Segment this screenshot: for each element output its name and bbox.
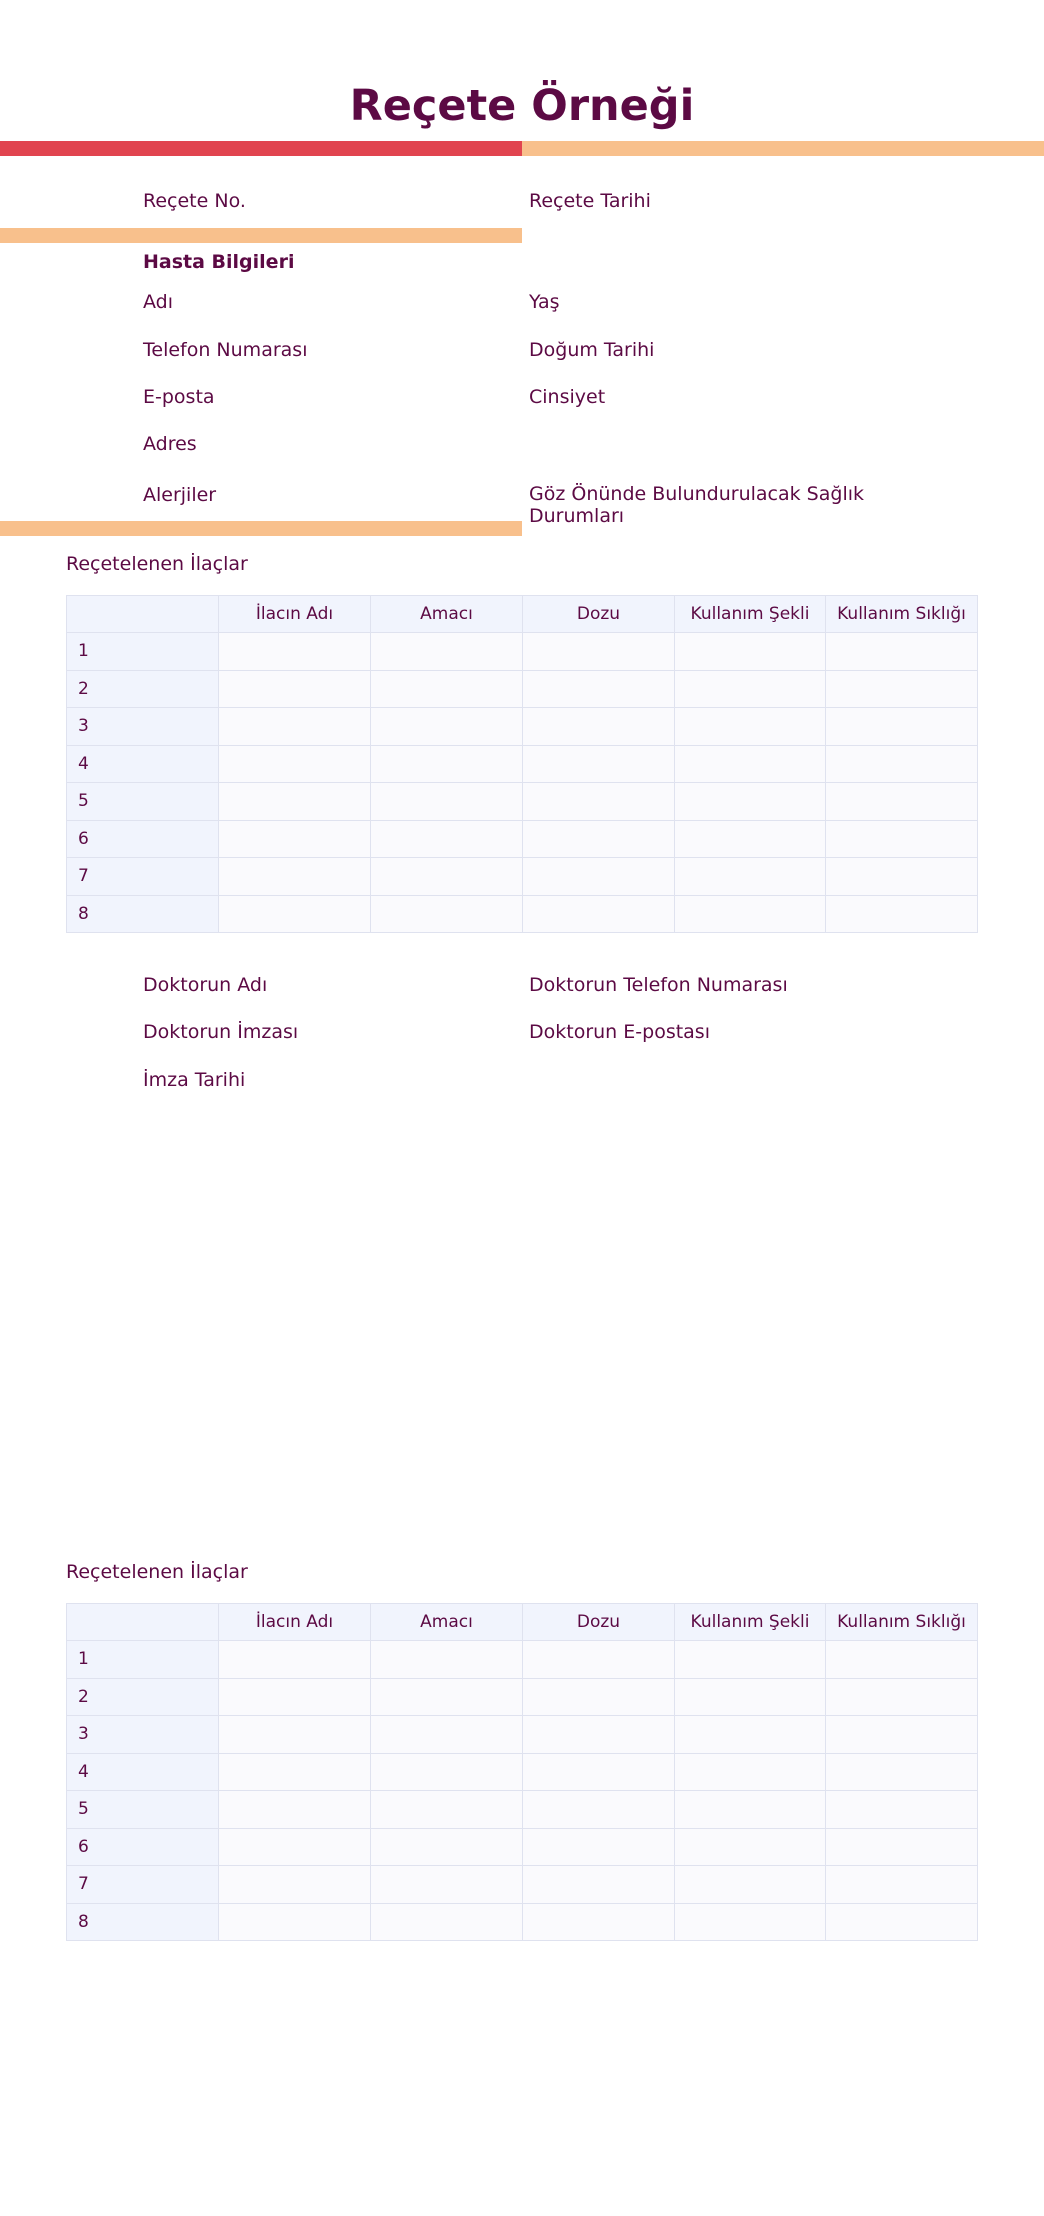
row-number: 1 [67,633,219,671]
patient-address-label: Adres [143,433,197,455]
drug-name-cell[interactable] [219,1791,371,1829]
purpose-cell[interactable] [371,1791,523,1829]
drug-name-cell[interactable] [219,1716,371,1754]
dose-cell[interactable] [523,783,675,821]
medications-title-2: Reçetelenen İlaçlar [66,1561,248,1583]
table-row [67,783,978,821]
patient-allergies-label: Alerjiler [143,484,217,506]
frequency-cell[interactable] [826,745,978,783]
dose-cell[interactable] [523,820,675,858]
dose-cell[interactable] [523,1866,675,1904]
drug-name-cell[interactable] [219,1641,371,1679]
patient-info-heading: Hasta Bilgileri [143,251,295,273]
frequency-cell[interactable] [826,1903,978,1941]
row-number: 7 [67,1866,219,1904]
drug-name-cell[interactable] [219,820,371,858]
doctor-email-label: Doktorun E-postası [529,1021,710,1043]
table-row [67,708,978,746]
drug-name-cell[interactable] [219,1866,371,1904]
table-header-row [67,1604,978,1641]
usage-cell[interactable] [675,895,826,933]
table-row [67,895,978,933]
purpose-cell[interactable] [371,745,523,783]
usage-cell[interactable] [675,670,826,708]
table-header-dose: Dozu [523,596,675,633]
purpose-cell[interactable] [371,708,523,746]
usage-cell[interactable] [675,1716,826,1754]
dose-cell[interactable] [523,1641,675,1679]
dose-cell[interactable] [523,745,675,783]
purpose-cell[interactable] [371,858,523,896]
frequency-cell[interactable] [826,783,978,821]
table-header-drug-name: İlacın Adı [219,1604,371,1641]
frequency-cell[interactable] [826,1753,978,1791]
dose-cell[interactable] [523,1753,675,1791]
medications-title: Reçetelenen İlaçlar [66,553,248,575]
drug-name-cell[interactable] [219,745,371,783]
dose-cell[interactable] [523,670,675,708]
dose-cell[interactable] [523,1791,675,1829]
usage-cell[interactable] [675,1866,826,1904]
frequency-cell[interactable] [826,1641,978,1679]
frequency-cell[interactable] [826,633,978,671]
patient-email-label: E-posta [143,386,215,408]
table-row [67,1866,978,1904]
usage-cell[interactable] [675,1828,826,1866]
dose-cell[interactable] [523,633,675,671]
table-header-blank [67,596,219,633]
row-number: 4 [67,745,219,783]
table-row [67,820,978,858]
drug-name-cell[interactable] [219,858,371,896]
table-row [67,858,978,896]
row-number: 2 [67,1678,219,1716]
purpose-cell[interactable] [371,895,523,933]
frequency-cell[interactable] [826,895,978,933]
row-number: 3 [67,708,219,746]
purpose-cell[interactable] [371,633,523,671]
header-bar-red [0,141,522,156]
section-divider [0,521,522,536]
frequency-cell[interactable] [826,820,978,858]
patient-health-conditions-label: Göz Önünde Bulundurulacak Sağlık Durumları [529,483,865,527]
usage-cell[interactable] [675,858,826,896]
usage-cell[interactable] [675,1753,826,1791]
table-header-drug-name: İlacın Adı [219,596,371,633]
drug-name-cell[interactable] [219,708,371,746]
dose-cell[interactable] [523,708,675,746]
table-header-purpose: Amacı [371,596,523,633]
frequency-cell[interactable] [826,1866,978,1904]
drug-name-cell[interactable] [219,1828,371,1866]
patient-name-label: Adı [143,291,174,313]
purpose-cell[interactable] [371,1753,523,1791]
row-number: 6 [67,1828,219,1866]
row-number: 3 [67,1716,219,1754]
table-row [67,633,978,671]
table-row [67,1753,978,1791]
row-number: 4 [67,1753,219,1791]
row-number: 1 [67,1641,219,1679]
dose-cell[interactable] [523,858,675,896]
signature-date-label: İmza Tarihi [143,1069,246,1091]
frequency-cell[interactable] [826,1828,978,1866]
table-row [67,1716,978,1754]
prescription-no-label: Reçete No. [143,190,246,212]
patient-gender-label: Cinsiyet [529,386,606,408]
purpose-cell[interactable] [371,670,523,708]
purpose-cell[interactable] [371,1678,523,1716]
table-header-dose: Dozu [523,1604,675,1641]
frequency-cell[interactable] [826,670,978,708]
dose-cell[interactable] [523,1678,675,1716]
row-number: 2 [67,670,219,708]
patient-phone-label: Telefon Numarası [143,339,308,361]
usage-cell[interactable] [675,1903,826,1941]
usage-cell[interactable] [675,633,826,671]
doctor-phone-label: Doktorun Telefon Numarası [529,974,788,996]
patient-age-label: Yaş [529,291,560,313]
table-row [67,1828,978,1866]
usage-cell[interactable] [675,783,826,821]
table-header-frequency: Kullanım Sıklığı [826,596,978,633]
doctor-signature-label: Doktorun İmzası [143,1021,299,1043]
row-number: 5 [67,783,219,821]
drug-name-cell[interactable] [219,783,371,821]
table-header-usage: Kullanım Şekli [675,1604,826,1641]
frequency-cell[interactable] [826,858,978,896]
purpose-cell[interactable] [371,1828,523,1866]
drug-name-cell[interactable] [219,670,371,708]
page-title: Reçete Örneği [349,81,695,131]
dose-cell[interactable] [523,1828,675,1866]
dose-cell[interactable] [523,1716,675,1754]
table-row [67,1903,978,1941]
table-header-row [67,596,978,633]
table-header-purpose: Amacı [371,1604,523,1641]
purpose-cell[interactable] [371,820,523,858]
frequency-cell[interactable] [826,1716,978,1754]
usage-cell[interactable] [675,708,826,746]
row-number: 6 [67,820,219,858]
usage-cell[interactable] [675,745,826,783]
section-divider [0,228,522,243]
medications-table [66,595,978,933]
drug-name-cell[interactable] [219,1753,371,1791]
table-header-usage: Kullanım Şekli [675,596,826,633]
row-number: 8 [67,1903,219,1941]
usage-cell[interactable] [675,1641,826,1679]
table-header-blank [67,1604,219,1641]
table-row [67,1791,978,1829]
header-bar-peach [522,141,1044,156]
dose-cell[interactable] [523,1903,675,1941]
table-row [67,1641,978,1679]
purpose-cell[interactable] [371,1903,523,1941]
table-row [67,1678,978,1716]
drug-name-cell[interactable] [219,895,371,933]
table-row [67,745,978,783]
usage-cell[interactable] [675,820,826,858]
usage-cell[interactable] [675,1791,826,1829]
purpose-cell[interactable] [371,1641,523,1679]
frequency-cell[interactable] [826,1678,978,1716]
dose-cell[interactable] [523,895,675,933]
row-number: 5 [67,1791,219,1829]
purpose-cell[interactable] [371,1716,523,1754]
drug-name-cell[interactable] [219,1678,371,1716]
frequency-cell[interactable] [826,1791,978,1829]
table-row [67,670,978,708]
purpose-cell[interactable] [371,1866,523,1904]
prescription-date-label: Reçete Tarihi [529,190,651,212]
table-header-frequency: Kullanım Sıklığı [826,1604,978,1641]
frequency-cell[interactable] [826,708,978,746]
drug-name-cell[interactable] [219,1903,371,1941]
patient-birthdate-label: Doğum Tarihi [529,339,655,361]
doctor-name-label: Doktorun Adı [143,974,268,996]
purpose-cell[interactable] [371,783,523,821]
row-number: 7 [67,858,219,896]
row-number: 8 [67,895,219,933]
usage-cell[interactable] [675,1678,826,1716]
medications-table-2 [66,1603,978,1941]
drug-name-cell[interactable] [219,633,371,671]
